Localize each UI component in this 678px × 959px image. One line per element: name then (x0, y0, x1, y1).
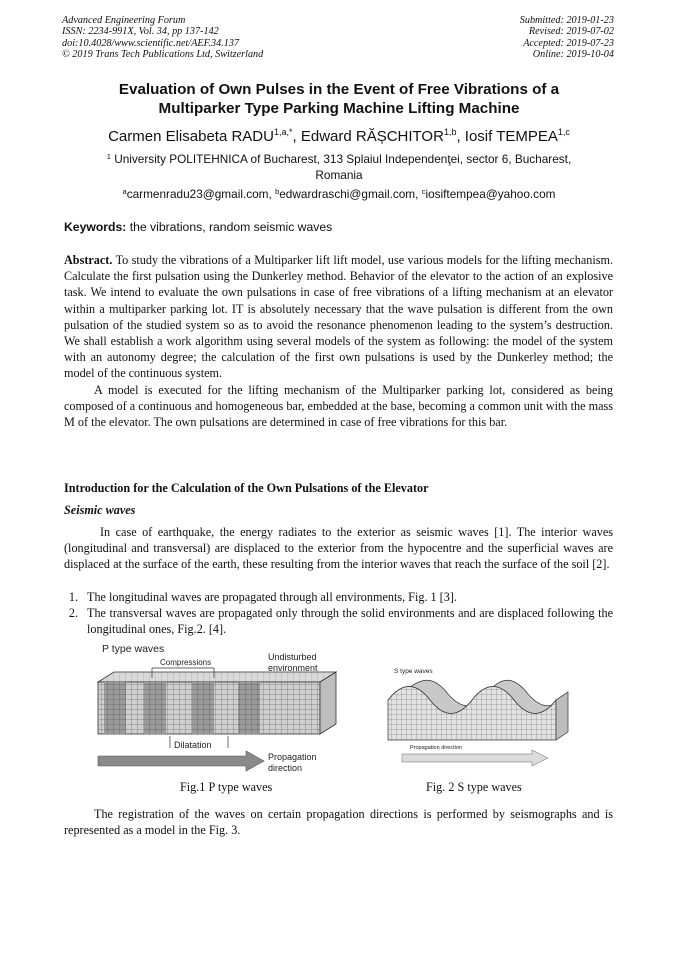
affiliation-text: University POLITEHNICA of Bucharest, 313 Splaiul Independenţei, sector 6, Bucharest, Romania (114, 152, 572, 182)
email-sep: , (268, 187, 276, 201)
s-propagation-label: Propagation direction (410, 745, 462, 751)
figure1-caption: Fig.1 P type waves (180, 780, 273, 794)
propagation-label-2: direction (268, 763, 303, 773)
copyright-line: © 2019 Trans Tech Publications Ltd, Switzerland (62, 49, 264, 61)
undisturbed-label-1: Undisturbed (268, 652, 317, 662)
keywords-label: Keywords: (64, 220, 127, 234)
final-text: The registration of the waves on certain propagation directions is performed by seismographs and is represented as a model in the Fig. 3. (64, 807, 613, 838)
email-sup: c (421, 187, 426, 196)
p-waves-box-grid (98, 682, 320, 734)
email-list (62, 184, 616, 202)
author-sep: , (292, 128, 301, 145)
author-list (62, 123, 616, 146)
list-item (64, 605, 613, 637)
revised-date: Revised: 2019-07-02 (528, 26, 614, 38)
final-paragraph (64, 806, 613, 838)
section-heading: Introduction for the Calculation of the Own Pulsations of the Elevator (64, 481, 429, 495)
dilatation-label: Dilatation (174, 740, 212, 750)
affiliation-sup: 1 (106, 152, 111, 161)
journal-info (62, 15, 263, 61)
email-link[interactable]: iosiftempea@yahoo.com (425, 187, 556, 201)
accepted-date: Accepted: 2019-07-23 (523, 37, 614, 49)
title-line-1: Evaluation of Own Pulses in the Event of Free Vibrations of a (118, 81, 560, 98)
author-sup: 1,c (557, 127, 570, 137)
figure2-caption: Fig. 2 S type waves (426, 780, 522, 794)
propagation-label-1: Propagation (268, 752, 317, 762)
abstract-label: Abstract. (64, 253, 113, 267)
list-item (64, 589, 613, 605)
compressions-label: Compressions (160, 658, 212, 667)
s-waves-front-grid (388, 687, 556, 741)
author-sep: , (456, 128, 465, 145)
abstract (64, 252, 613, 430)
online-date: Online: 2019-10-04 (532, 49, 614, 61)
abstract-paragraph-2: A model is executed for the lifting mechanism of the Multiparker parking lot, considered as being composed of a continuous and homogeneous bar, embedded at the base, becoming a common unit with the mass M of the elevator. The own pulsations are determined in case of free vibrations for this bar. (64, 382, 613, 430)
email-link[interactable]: carmenradu23@gmail.com (126, 187, 269, 201)
seismic-paragraph (64, 524, 613, 573)
doi-line: doi:10.4028/www.scientific.net/AEF.34.137 (62, 37, 240, 49)
author-name: Iosif TEMPEA (464, 128, 558, 145)
author-sup: 1,b (443, 127, 457, 137)
list-text: The transversal waves are propagated only through the solid environments and are displaced following the longitudinal ones, Fig.2. [4]. (87, 606, 613, 637)
s-waves-label: S type waves (394, 668, 433, 675)
list-number: 2. (68, 606, 78, 621)
s-waves-figure (382, 660, 582, 775)
list-text: The longitudinal waves are propagated through all environments, Fig. 1 [3]. (87, 590, 457, 604)
author-name: Carmen Elisabeta RADU (108, 128, 274, 145)
issn-line: ISSN: 2234-991X, Vol. 34, pp 137-142 (62, 26, 219, 38)
wave-list (64, 589, 613, 638)
p-waves-box-top-grid (98, 672, 336, 682)
abstract-text: To study the vibrations of a Multiparker lift lift model, use various models for the lifting mechanism. Calculate the first pulsation using the Dunkerley method. Behavior of the elevator to the action of an explosive task. We intend to evaluate the own pulsations in case of free vibrations of a lifting mechanism at an elevator within a multiparker parking lot. IT is absolutely necessary that the wave pulsation is different from the own pulsation of the studied system so as to avoid the resonance phenomenon leading to the system’s destruction. We shall establish a work algorithm using several models of the system as following: the model of the system with an autonomy degree; the calculation of the first own pulsations is used by the Dunkerley method; the model of the continuous system. (64, 253, 614, 381)
undisturbed-label-2: environment (268, 663, 318, 673)
p-waves-figure (96, 640, 346, 775)
email-sup: b (275, 187, 280, 196)
p-waves-title: P type waves (102, 643, 165, 655)
keywords (64, 220, 332, 234)
submitted-date: Submitted: 2019-01-23 (519, 15, 614, 26)
email-link[interactable]: edwardraschi@gmail.com (279, 187, 416, 201)
email-sup: a (122, 187, 127, 196)
affiliation (100, 149, 578, 183)
list-number: 1. (68, 590, 78, 604)
propagation-arrow (98, 751, 264, 771)
email-sep: , (415, 187, 422, 201)
title-line-2: Multiparker Type Parking Machine Lifting Machine (158, 100, 520, 117)
dates-info (520, 15, 614, 61)
s-propagation-arrow (402, 750, 548, 766)
seismic-text: In case of earthquake, the energy radiates to the exterior as seismic waves [1]. The interior waves (longitudinal and transversal) are displaced to the exterior from the hypocentre and the superficial waves are displaced at the surface of the earth, these resulting from the interior waves that reach the surface of the soil [2]. (64, 525, 613, 572)
paper-title (62, 80, 616, 118)
keywords-text: the vibrations, random seismic waves (129, 220, 333, 234)
author-name: Edward RĂȘCHITOR (300, 128, 444, 145)
subsection-heading: Seismic waves (64, 503, 136, 517)
p-waves-box-side (320, 672, 336, 734)
author-sup: 1,a,* (273, 127, 293, 137)
journal-name: Advanced Engineering Forum (62, 15, 186, 26)
s-waves-side-face (556, 692, 568, 740)
